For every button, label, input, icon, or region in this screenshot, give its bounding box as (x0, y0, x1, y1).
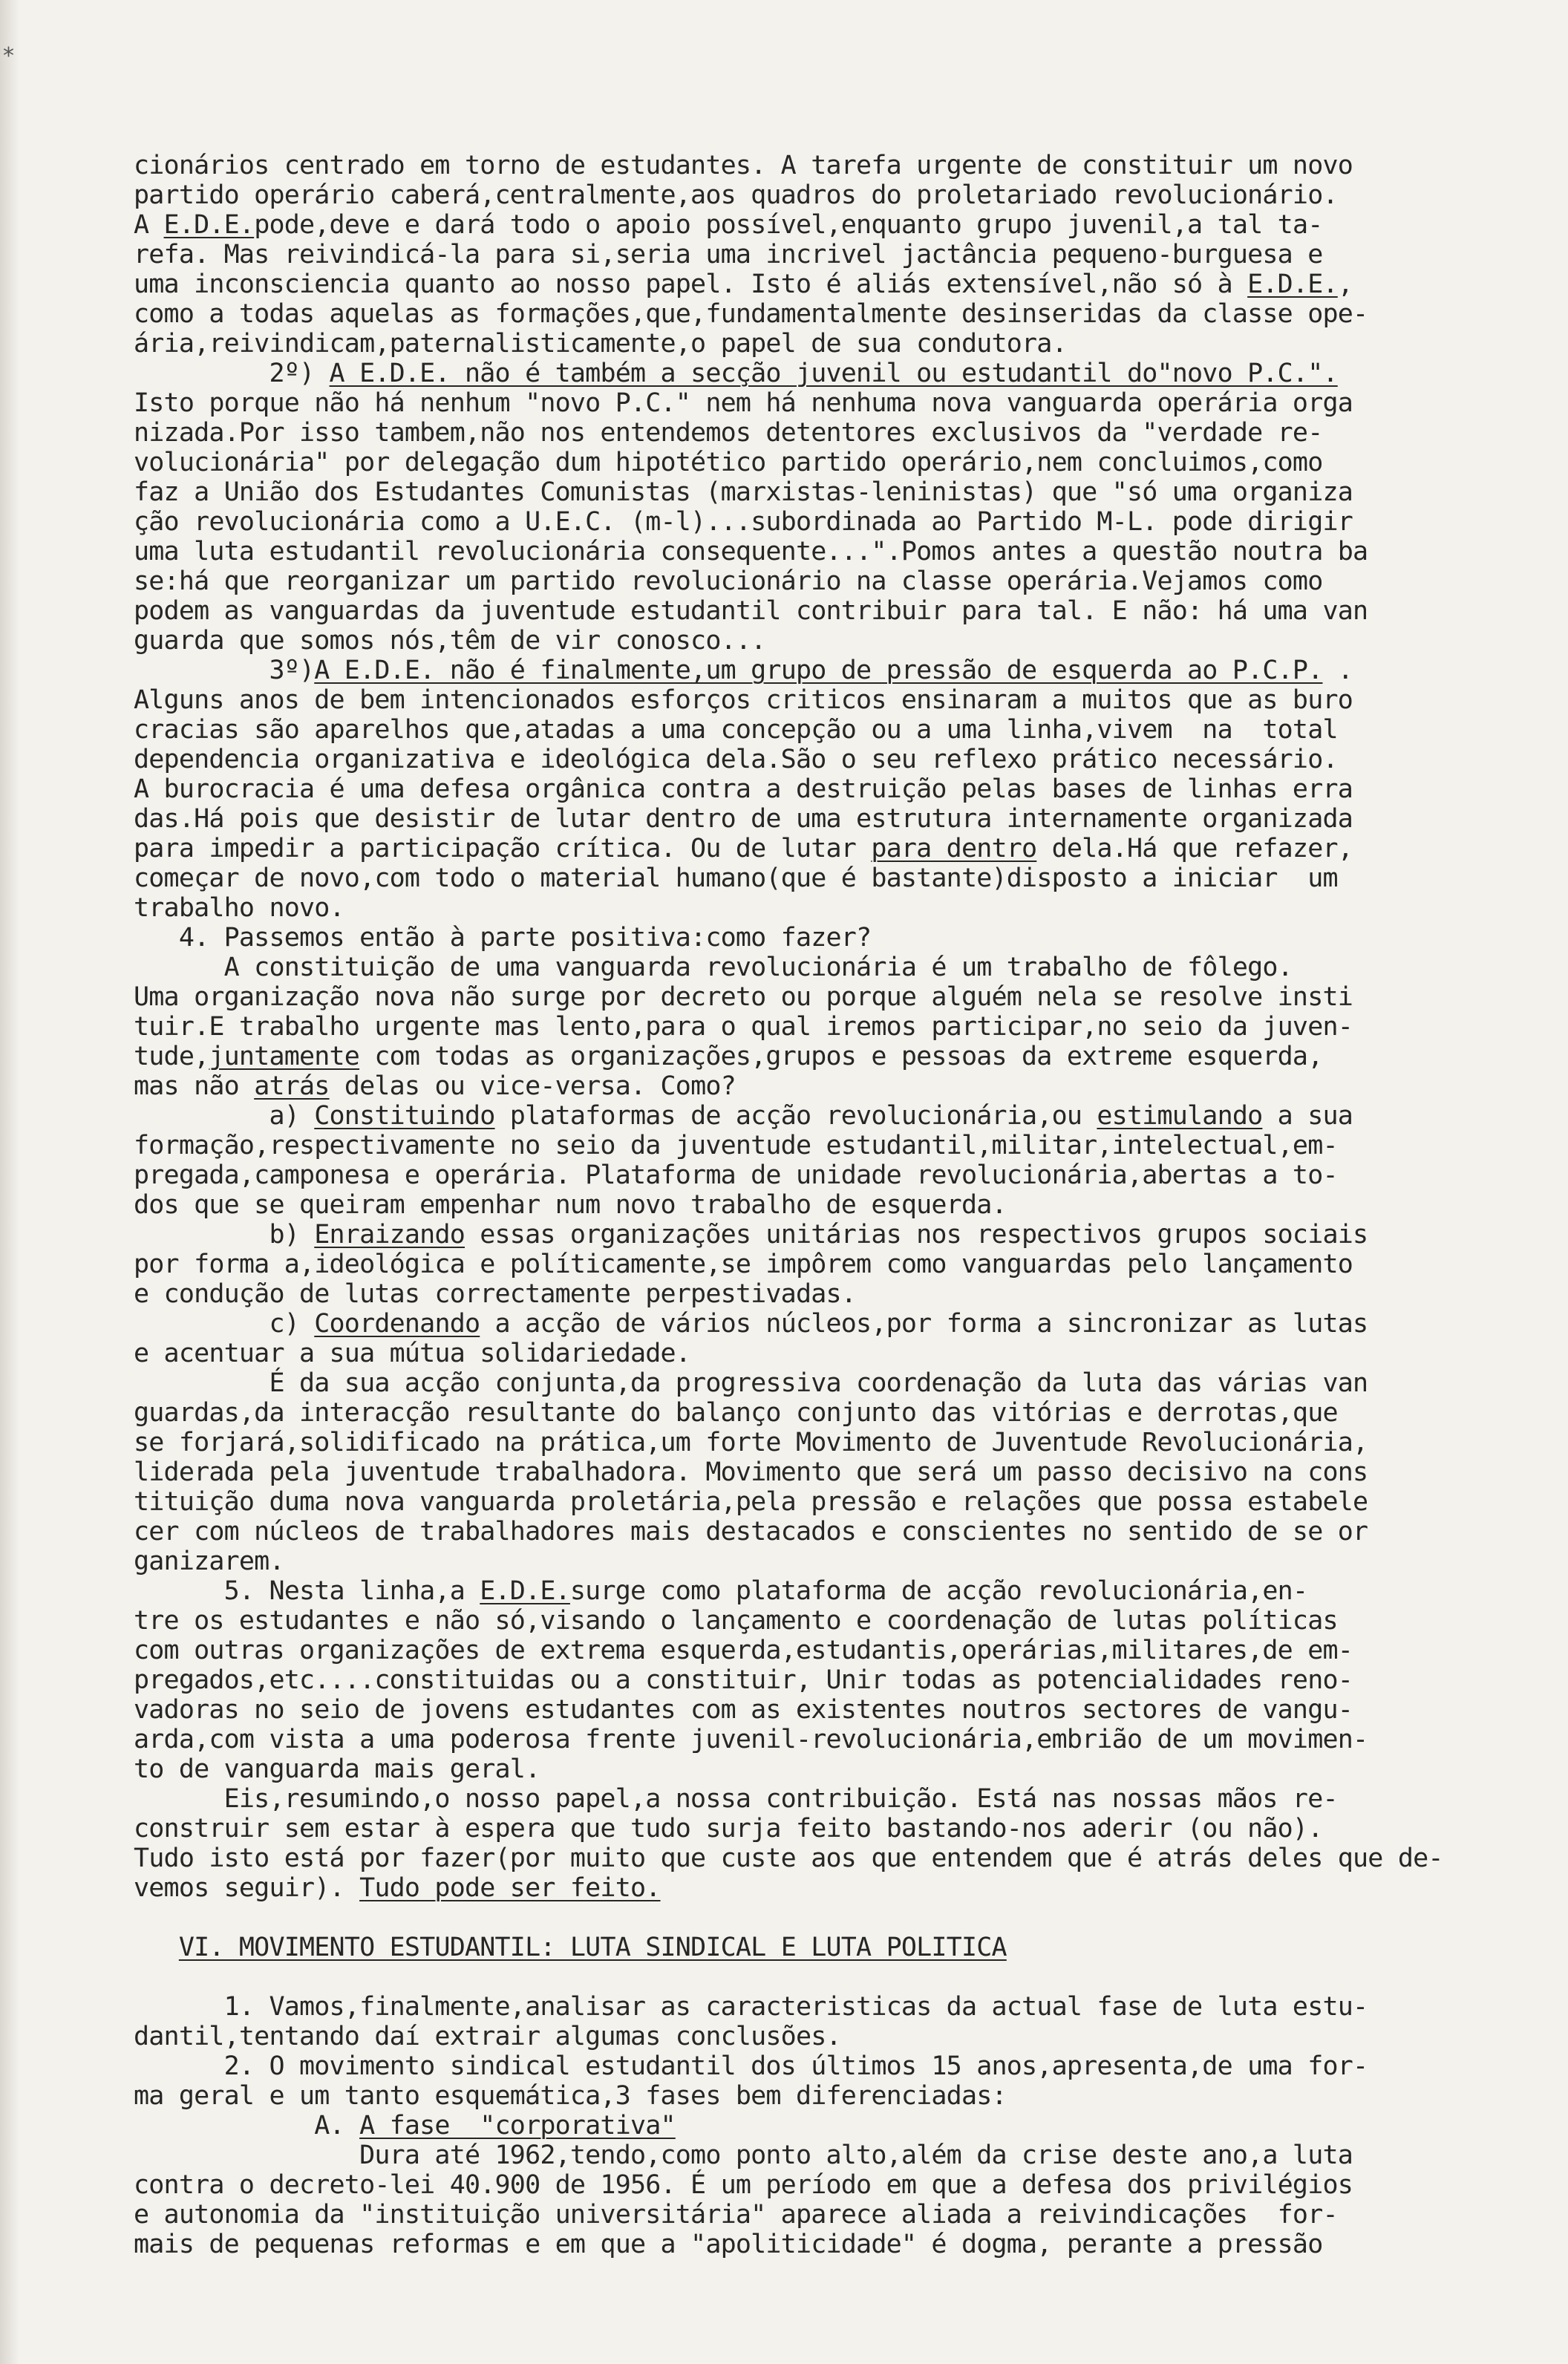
underlined-phrase: VI. MOVIMENTO ESTUDANTIL: LUTA SINDICAL E LUTA POLITICA (178, 1933, 1007, 1962)
text-line: ma geral e um tanto esquemática,3 fases bem diferenciadas: (134, 2081, 1007, 2111)
text-line: Isto porque não há nenhum "novo P.C." nem há nenhuma nova vanguarda operária orga (134, 388, 1353, 418)
text-line: c) Coordenando a acção de vários núcleos,por forma a sincronizar as lutas (134, 1309, 1368, 1339)
text-line (134, 1903, 1522, 1933)
text-line: 3º)A E.D.E. não é finalmente,um grupo de pressão de esquerda ao P.C.P. . (134, 656, 1353, 685)
text-line: tituição duma nova vanguarda proletária,pela pressão e relações que possa estabele (134, 1487, 1368, 1517)
text-line: para impedir a participação crítica. Ou de lutar para dentro dela.Há que refazer, (134, 834, 1353, 863)
text-line: uma luta estudantil revolucionária consequente...".Pomos antes a questão noutra ba (134, 537, 1368, 566)
underlined-phrase: Coordenando (314, 1309, 480, 1339)
text-line: guarda que somos nós,têm de vir conosco... (134, 626, 766, 656)
text-line: Tudo isto está por fazer(por muito que custe aos que entendem que é atrás deles que de- (134, 1844, 1443, 1873)
underlined-phrase: E.D.E. (163, 210, 255, 240)
text-line: trabalho novo. (134, 893, 344, 923)
underlined-phrase: Constituindo (314, 1101, 495, 1131)
text-line: volucionária" por delegação dum hipotético partido operário,nem concluimos,como (134, 448, 1323, 477)
text-line: e acentuar a sua mútua solidariedade. (134, 1339, 691, 1368)
text-line: cracias são aparelhos que,atadas a uma concepção ou a uma linha,vivem na total (134, 715, 1338, 745)
text-line: se forjará,solidificado na prática,um forte Movimento de Juventude Revolucionária, (134, 1428, 1368, 1457)
text-line: A. A fase "corporativa" (134, 2111, 676, 2141)
text-line: ária,reivindicam,paternalisticamente,o papel de sua condutora. (134, 329, 1067, 359)
text-line: construir sem estar à espera que tudo surja feito bastando-nos aderir (ou não). (134, 1814, 1323, 1844)
text-line: vadoras no seio de jovens estudantes com as existentes noutros sectores de vangu- (134, 1695, 1353, 1725)
text-line: e condução de lutas correctamente perpestivadas. (134, 1279, 857, 1309)
text-line: É da sua acção conjunta,da progressiva coordenação da luta das várias van (134, 1368, 1368, 1398)
text-line: formação,respectivamente no seio da juventude estudantil,militar,intelectual,em- (134, 1131, 1338, 1160)
text-line: mais de pequenas reformas e em que a "apoliticidade" é dogma, perante a pressão (134, 2230, 1323, 2259)
text-line: 2º) A E.D.E. não é também a secção juvenil ou estudantil do"novo P.C.". (134, 359, 1338, 388)
text-line: pregados,etc....constituidas ou a constituir, Unir todas as potencialidades reno- (134, 1665, 1353, 1695)
underlined-phrase: Enraizando (314, 1220, 465, 1250)
text-line: pregada,camponesa e operária. Plataforma de unidade revolucionária,abertas a to- (134, 1160, 1338, 1190)
text-line: 1. Vamos,finalmente,analisar as caracteristicas da actual fase de luta estu- (134, 1992, 1368, 2022)
text-line: A E.D.E.pode,deve e dará todo o apoio possível,enquanto grupo juvenil,a tal ta- (134, 210, 1323, 240)
text-line: tude,juntamente com todas as organizações,grupos e pessoas da extreme esquerda, (134, 1042, 1323, 1071)
underlined-phrase: E.D.E. (480, 1576, 570, 1606)
text-line: partido operário caberá,centralmente,aos quadros do proletariado revolucionário. (134, 180, 1338, 210)
text-line: arda,com vista a uma poderosa frente juvenil-revolucionária,embrião de um movimen- (134, 1725, 1368, 1754)
text-line: to de vanguarda mais geral. (134, 1754, 540, 1784)
underlined-phrase: Tudo pode ser feito. (359, 1873, 661, 1903)
text-line: Uma organização nova não surge por decreto ou porque alguém nela se resolve insti (134, 982, 1353, 1012)
text-line: ganizarem. (134, 1547, 284, 1576)
text-line: cionários centrado em torno de estudantes. A tarefa urgente de constituir um novo (134, 151, 1353, 180)
text-line: Eis,resumindo,o nosso papel,a nossa contribuição. Está nas nossas mãos re- (134, 1784, 1338, 1814)
underlined-phrase: atrás (254, 1071, 330, 1101)
text-line: tuir.E trabalho urgente mas lento,para o qual iremos participar,no seio da juven- (134, 1012, 1353, 1042)
text-line: vemos seguir). Tudo pode ser feito. (134, 1873, 661, 1903)
underlined-phrase: juntamente (209, 1042, 360, 1071)
text-line: uma inconsciencia quanto ao nosso papel. Isto é aliás extensível,não só à E.D.E., (134, 270, 1353, 299)
document-body (134, 151, 1522, 2259)
text-line: guardas,da interacção resultante do balanço conjunto das vitórias e derrotas,que (134, 1398, 1338, 1428)
text-line: com outras organizações de extrema esquerda,estudantis,operárias,militares,de em- (134, 1636, 1353, 1665)
text-line: por forma a,ideológica e políticamente,se impôrem como vanguardas pelo lançamento (134, 1250, 1353, 1279)
text-line: podem as vanguardas da juventude estudantil contribuir para tal. E não: há uma van (134, 596, 1368, 626)
text-line: A constituição de uma vanguarda revolucionária é um trabalho de fôlego. (134, 953, 1293, 982)
text-line: ção revolucionária como a U.E.C. (m-l)...subordinada ao Partido M-L. pode dirigir (134, 507, 1353, 537)
page-edge-shadow (0, 0, 19, 2364)
text-line: 4. Passemos então à parte positiva:como fazer? (134, 923, 872, 953)
text-line: tre os estudantes e não só,visando o lançamento e coordenação de lutas políticas (134, 1606, 1338, 1636)
text-line: se:há que reorganizar um partido revolucionário na classe operária.Vejamos como (134, 566, 1323, 596)
text-line: dependencia organizativa e ideológica dela.São o seu reflexo prático necessário. (134, 745, 1338, 774)
corner-mark: * (3, 43, 14, 69)
text-line (134, 1962, 1522, 1992)
text-line: começar de novo,com todo o material humano(que é bastante)disposto a iniciar um (134, 863, 1338, 893)
underlined-phrase: para dentro (871, 834, 1037, 863)
text-line: Alguns anos de bem intencionados esforços criticos ensinaram a muitos que as buro (134, 685, 1353, 715)
text-line (134, 1933, 1522, 1962)
text-line: cer com núcleos de trabalhadores mais destacados e conscientes no sentido de se or (134, 1517, 1368, 1547)
text-line: 5. Nesta linha,a E.D.E.surge como plataforma de acção revolucionária,en- (134, 1576, 1308, 1606)
text-line: liderada pela juventude trabalhadora. Movimento que será um passo decisivo na cons (134, 1457, 1368, 1487)
text-line: dos que se queiram empenhar num novo trabalho de esquerda. (134, 1190, 1007, 1220)
text-line: contra o decreto-lei 40.900 de 1956. É um período em que a defesa dos privilégios (134, 2170, 1353, 2200)
text-line: e autonomia da "instituição universitária" aparece aliada a reivindicações for- (134, 2200, 1338, 2230)
underlined-phrase: estimulando (1097, 1101, 1263, 1131)
text-line: como a todas aquelas as formações,que,fundamentalmente desinseridas da classe ope- (134, 299, 1368, 329)
text-line: A burocracia é uma defesa orgânica contra a destruição pelas bases de linhas erra (134, 774, 1353, 804)
text-line: nizada.Por isso tambem,não nos entendemos detentores exclusivos da "verdade re- (134, 418, 1323, 448)
text-line: a) Constituindo plataformas de acção revolucionária,ou estimulando a sua (134, 1101, 1353, 1131)
underlined-phrase: A fase "corporativa" (359, 2111, 676, 2141)
text-line: 2. O movimento sindical estudantil dos últimos 15 anos,apresenta,de uma for- (134, 2051, 1368, 2081)
underlined-phrase: A E.D.E. não é finalmente,um grupo de pressão de esquerda ao P.C.P. (314, 656, 1323, 685)
text-line: refa. Mas reivindicá-la para si,seria uma incrivel jactância pequeno-burguesa e (134, 240, 1323, 270)
text-line: faz a União dos Estudantes Comunistas (marxistas-leninistas) que "só uma organiza (134, 477, 1353, 507)
text-line: das.Há pois que desistir de lutar dentro de uma estrutura internamente organizada (134, 804, 1353, 834)
underlined-phrase: E.D.E. (1247, 270, 1338, 299)
underlined-phrase: A E.D.E. não é também a secção juvenil ou estudantil do"novo P.C.". (329, 359, 1338, 388)
text-line: b) Enraizando essas organizações unitárias nos respectivos grupos sociais (134, 1220, 1368, 1250)
text-line: mas não atrás delas ou vice-versa. Como? (134, 1071, 736, 1101)
text-line: Dura até 1962,tendo,como ponto alto,além da crise deste ano,a luta (134, 2141, 1353, 2170)
text-line: dantil,tentando daí extrair algumas conclusões. (134, 2022, 841, 2051)
